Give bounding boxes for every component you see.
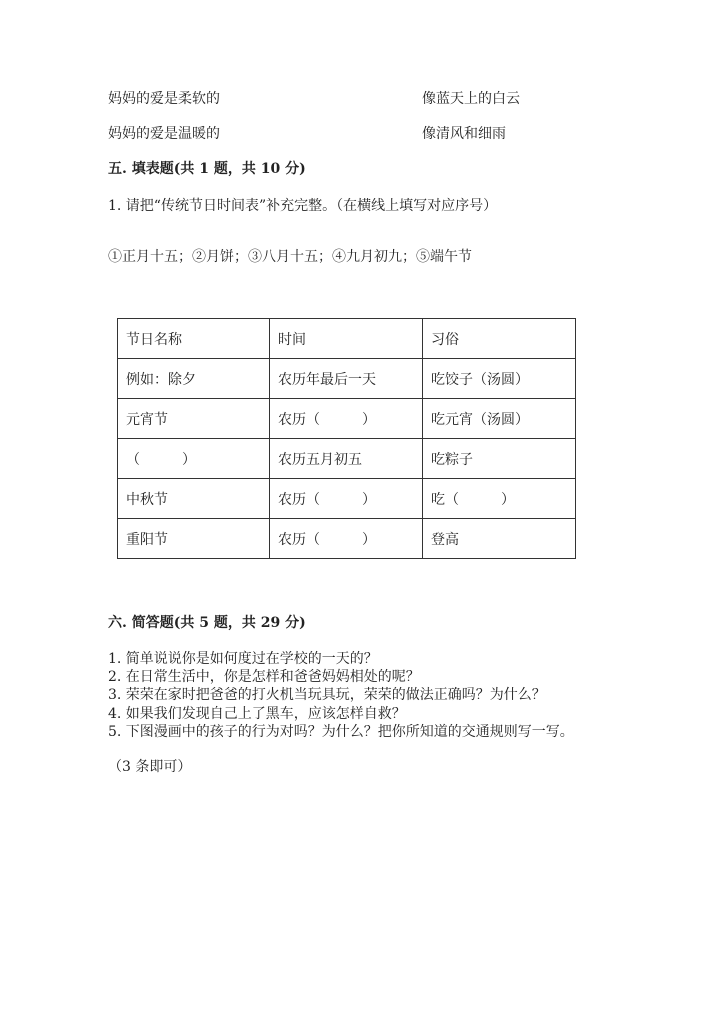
match-right-2: 像清风和细雨: [422, 126, 506, 142]
table-cell: 吃（ ）: [423, 479, 576, 519]
question-2: 2. 在日常生活中，你是怎样和爸爸妈妈相处的呢？: [108, 669, 420, 685]
table-cell: 农历五月初五: [270, 439, 423, 479]
table-cell: 农历年最后一天: [270, 359, 423, 399]
table-cell: 吃饺子（汤圆）: [423, 359, 576, 399]
table-header-cell: 习俗: [423, 319, 576, 359]
table-row: [118, 399, 576, 439]
table-cell: 农历（ ）: [270, 399, 423, 439]
table-row: [118, 479, 576, 519]
table-row: [118, 439, 576, 479]
table-cell: 元宵节: [118, 399, 270, 439]
table-header-cell: 时间: [270, 319, 423, 359]
match-right-1: 像蓝天上的白云: [422, 91, 520, 107]
match-left-1: 妈妈的爱是柔软的: [108, 91, 220, 107]
table-cell: 吃元宵（汤圆）: [423, 399, 576, 439]
table-header-row: [118, 319, 576, 359]
answer-note: （3 条即可）: [108, 759, 192, 775]
match-left-2: 妈妈的爱是温暖的: [108, 126, 220, 142]
table-cell: 吃粽子: [423, 439, 576, 479]
question-3: 3. 荣荣在家时把爸爸的打火机当玩具玩，荣荣的做法正确吗？为什么？: [108, 687, 546, 703]
table-cell: 农历（ ）: [270, 479, 423, 519]
festival-table: [117, 318, 576, 559]
table-header-cell: 节日名称: [118, 319, 270, 359]
table-cell: 重阳节: [118, 519, 270, 559]
table-row: [118, 519, 576, 559]
table-cell: （ ）: [118, 439, 270, 479]
question-4: 4. 如果我们发现自己上了黑车，应该怎样自救？: [108, 706, 406, 722]
section5-heading: 五. 填表题(共 1 题，共 10 分): [108, 161, 306, 177]
table-cell: 例如：除夕: [118, 359, 270, 399]
table-cell: 中秋节: [118, 479, 270, 519]
table-cell: 农历（ ）: [270, 519, 423, 559]
table-cell: 登高: [423, 519, 576, 559]
section6-heading: 六. 简答题(共 5 题，共 29 分): [108, 615, 306, 631]
section5-question: 1. 请把“传统节日时间表”补充完整。（在横线上填写对应序号）: [108, 198, 498, 214]
question-5: 5. 下图漫画中的孩子的行为对吗？为什么？把你所知道的交通规则写一写。: [108, 724, 574, 740]
table-row: [118, 359, 576, 399]
question-1: 1. 简单说说你是如何度过在学校的一天的？: [108, 651, 378, 667]
section5-options: ①正月十五；②月饼；③八月十五；④九月初九；⑤端午节: [108, 249, 472, 265]
